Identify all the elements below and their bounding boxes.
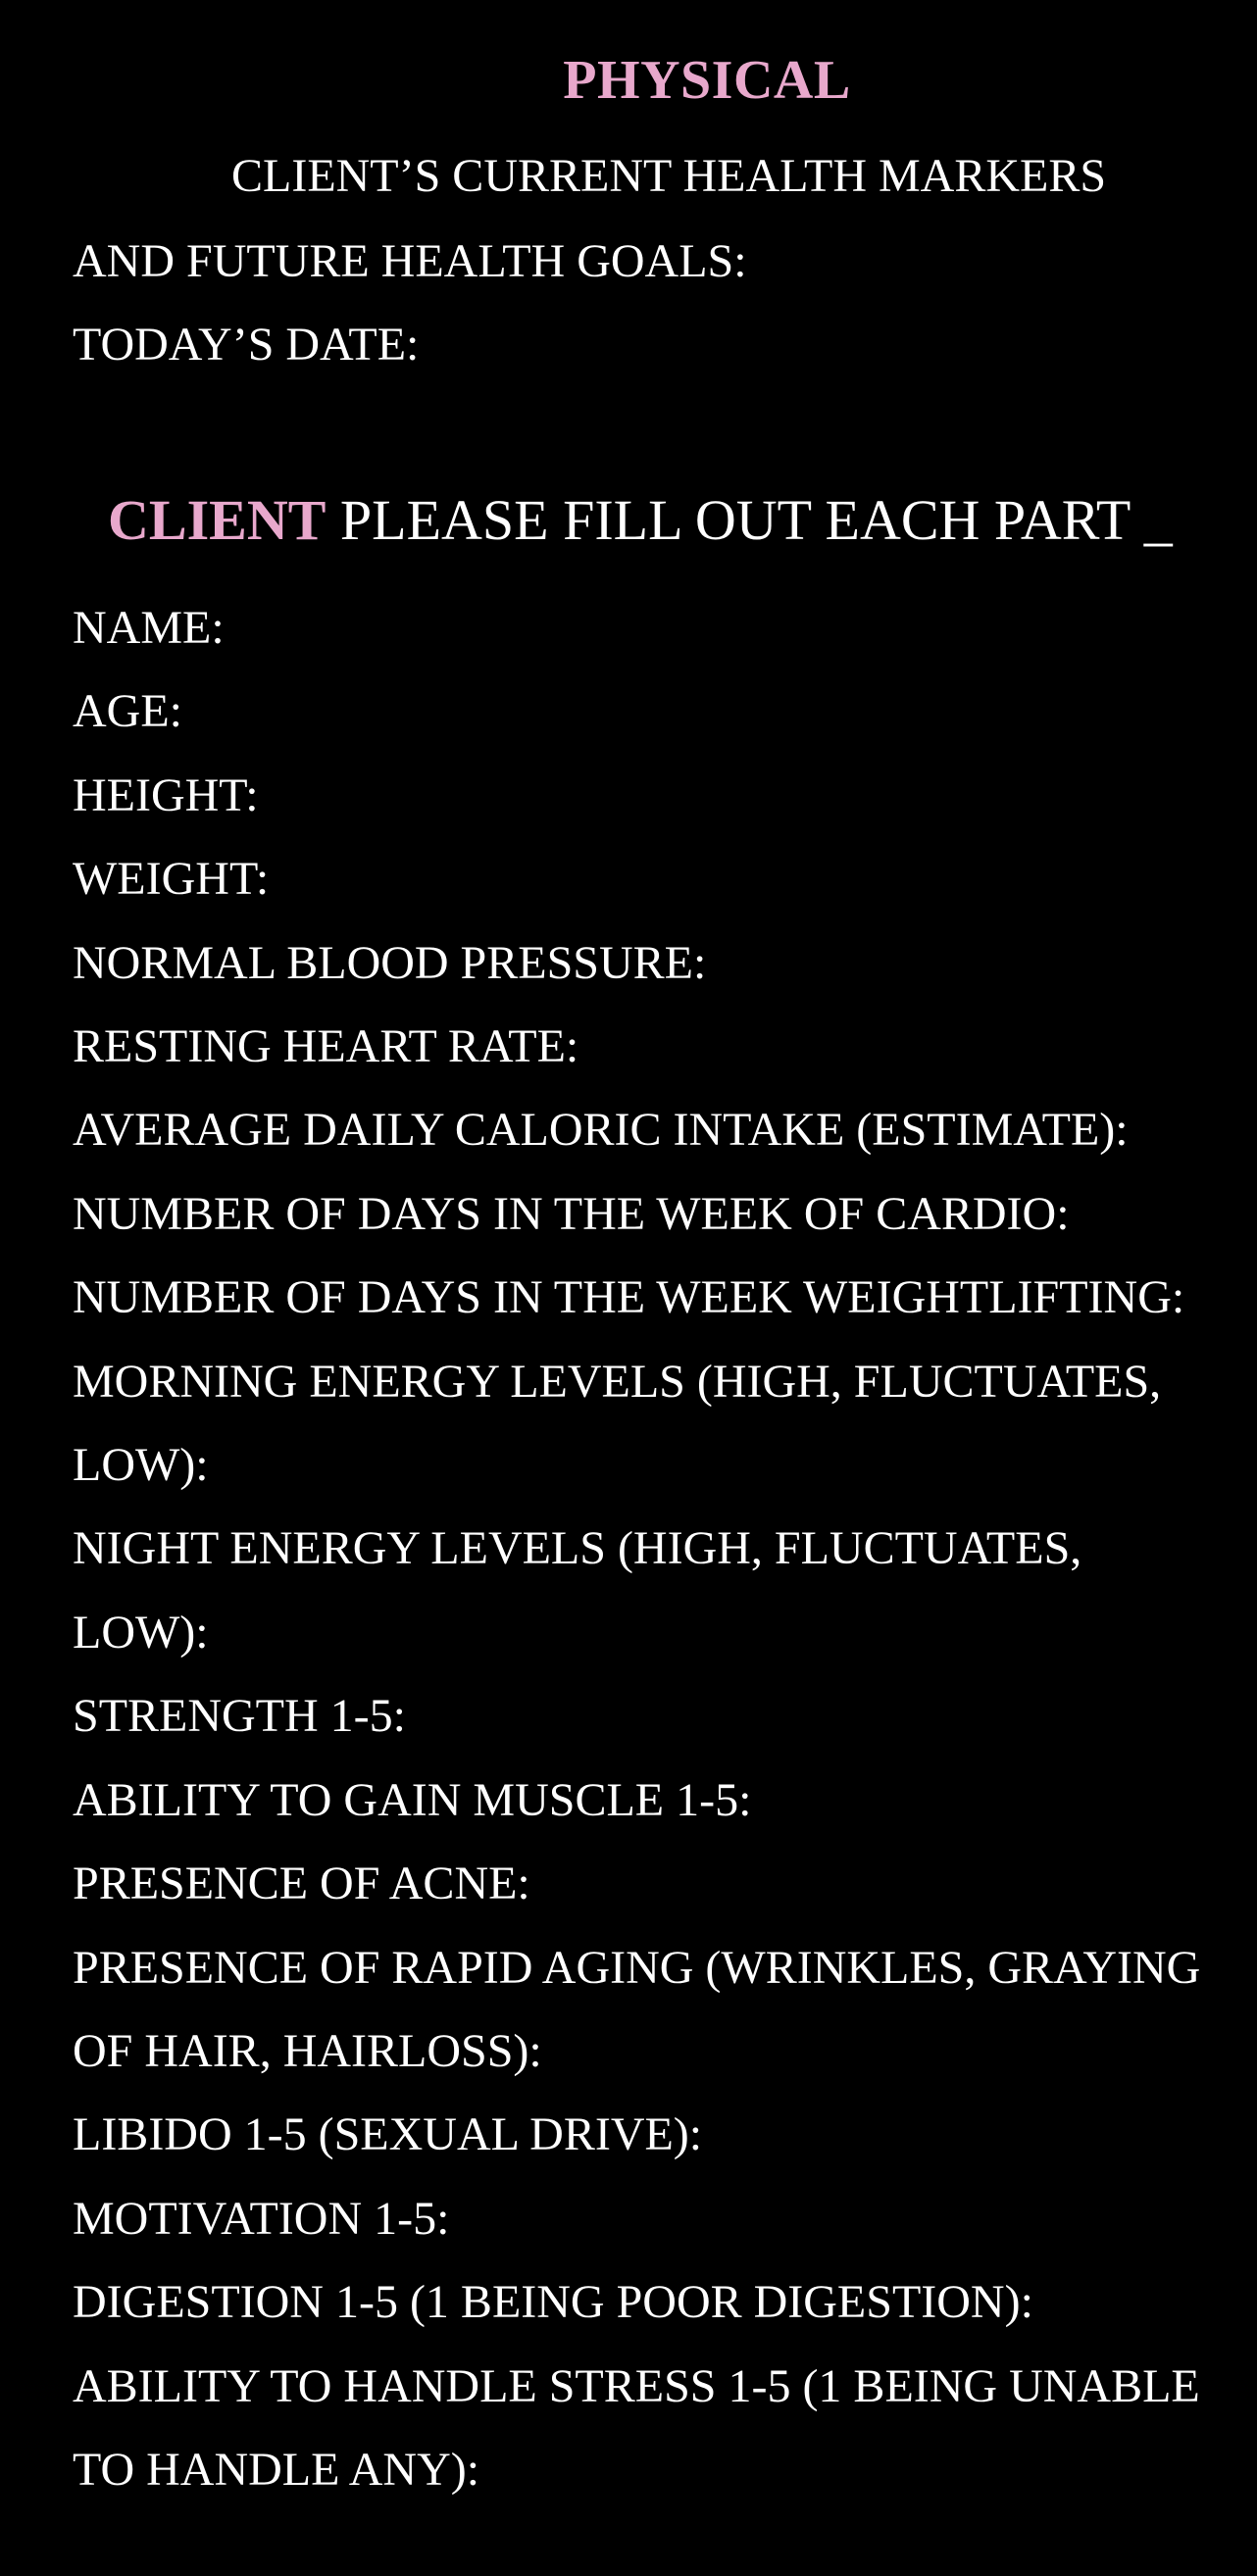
todays-date-label: TODAY’S DATE: xyxy=(73,319,420,371)
field-label: ABILITY TO GAIN MUSCLE 1-5: xyxy=(73,1773,752,1826)
field-label: MOTIVATION 1-5: xyxy=(73,2192,450,2245)
page-title: PHYSICAL xyxy=(563,50,851,111)
subtitle-line-2: AND FUTURE HEALTH GOALS: xyxy=(73,235,747,287)
field-label: PRESENCE OF ACNE: xyxy=(73,1858,530,1910)
field-label: NUMBER OF DAYS IN THE WEEK OF CARDIO: xyxy=(73,1187,1070,1240)
field-label: DIGESTION 1-5 (1 BEING POOR DIGESTION): xyxy=(73,2276,1033,2329)
field-label: OF HAIR, HAIRLOSS): xyxy=(73,2024,542,2077)
field-label: LIBIDO 1-5 (SEXUAL DRIVE): xyxy=(73,2108,703,2161)
field-label: AVERAGE DAILY CALORIC INTAKE (ESTIMATE): xyxy=(73,1104,1129,1157)
field-label: NUMBER OF DAYS IN THE WEEK WEIGHTLIFTING: xyxy=(73,1271,1185,1324)
field-label: NORMAL BLOOD PRESSURE: xyxy=(73,936,707,989)
field-label: NAME: xyxy=(73,602,225,654)
field-label: STRENGTH 1-5: xyxy=(73,1690,406,1743)
field-label: NIGHT ENERGY LEVELS (HIGH, FLUCTUATES, xyxy=(73,1522,1082,1575)
section-heading-text: PLEASE FILL OUT EACH PART _ xyxy=(326,488,1173,552)
field-label: WEIGHT: xyxy=(73,853,270,906)
field-label: RESTING HEART RATE: xyxy=(73,1020,579,1073)
section-heading xyxy=(108,487,1173,553)
field-label: ABILITY TO HANDLE STRESS 1-5 (1 BEING UNABLE xyxy=(73,2359,1200,2412)
field-label: LOW): xyxy=(73,1439,209,1492)
field-label: TO HANDLE ANY): xyxy=(73,2443,480,2496)
field-label: MORNING ENERGY LEVELS (HIGH, FLUCTUATES, xyxy=(73,1355,1162,1408)
field-label: PRESENCE OF RAPID AGING (WRINKLES, GRAYING xyxy=(73,1941,1201,1994)
field-list xyxy=(73,586,1200,2511)
section-heading-accent: CLIENT xyxy=(108,488,327,552)
field-label: HEIGHT: xyxy=(73,768,259,821)
field-label: LOW): xyxy=(73,1606,209,1659)
field-label: AGE: xyxy=(73,685,182,738)
subtitle-line-1: CLIENT’S CURRENT HEALTH MARKERS xyxy=(231,150,1107,202)
